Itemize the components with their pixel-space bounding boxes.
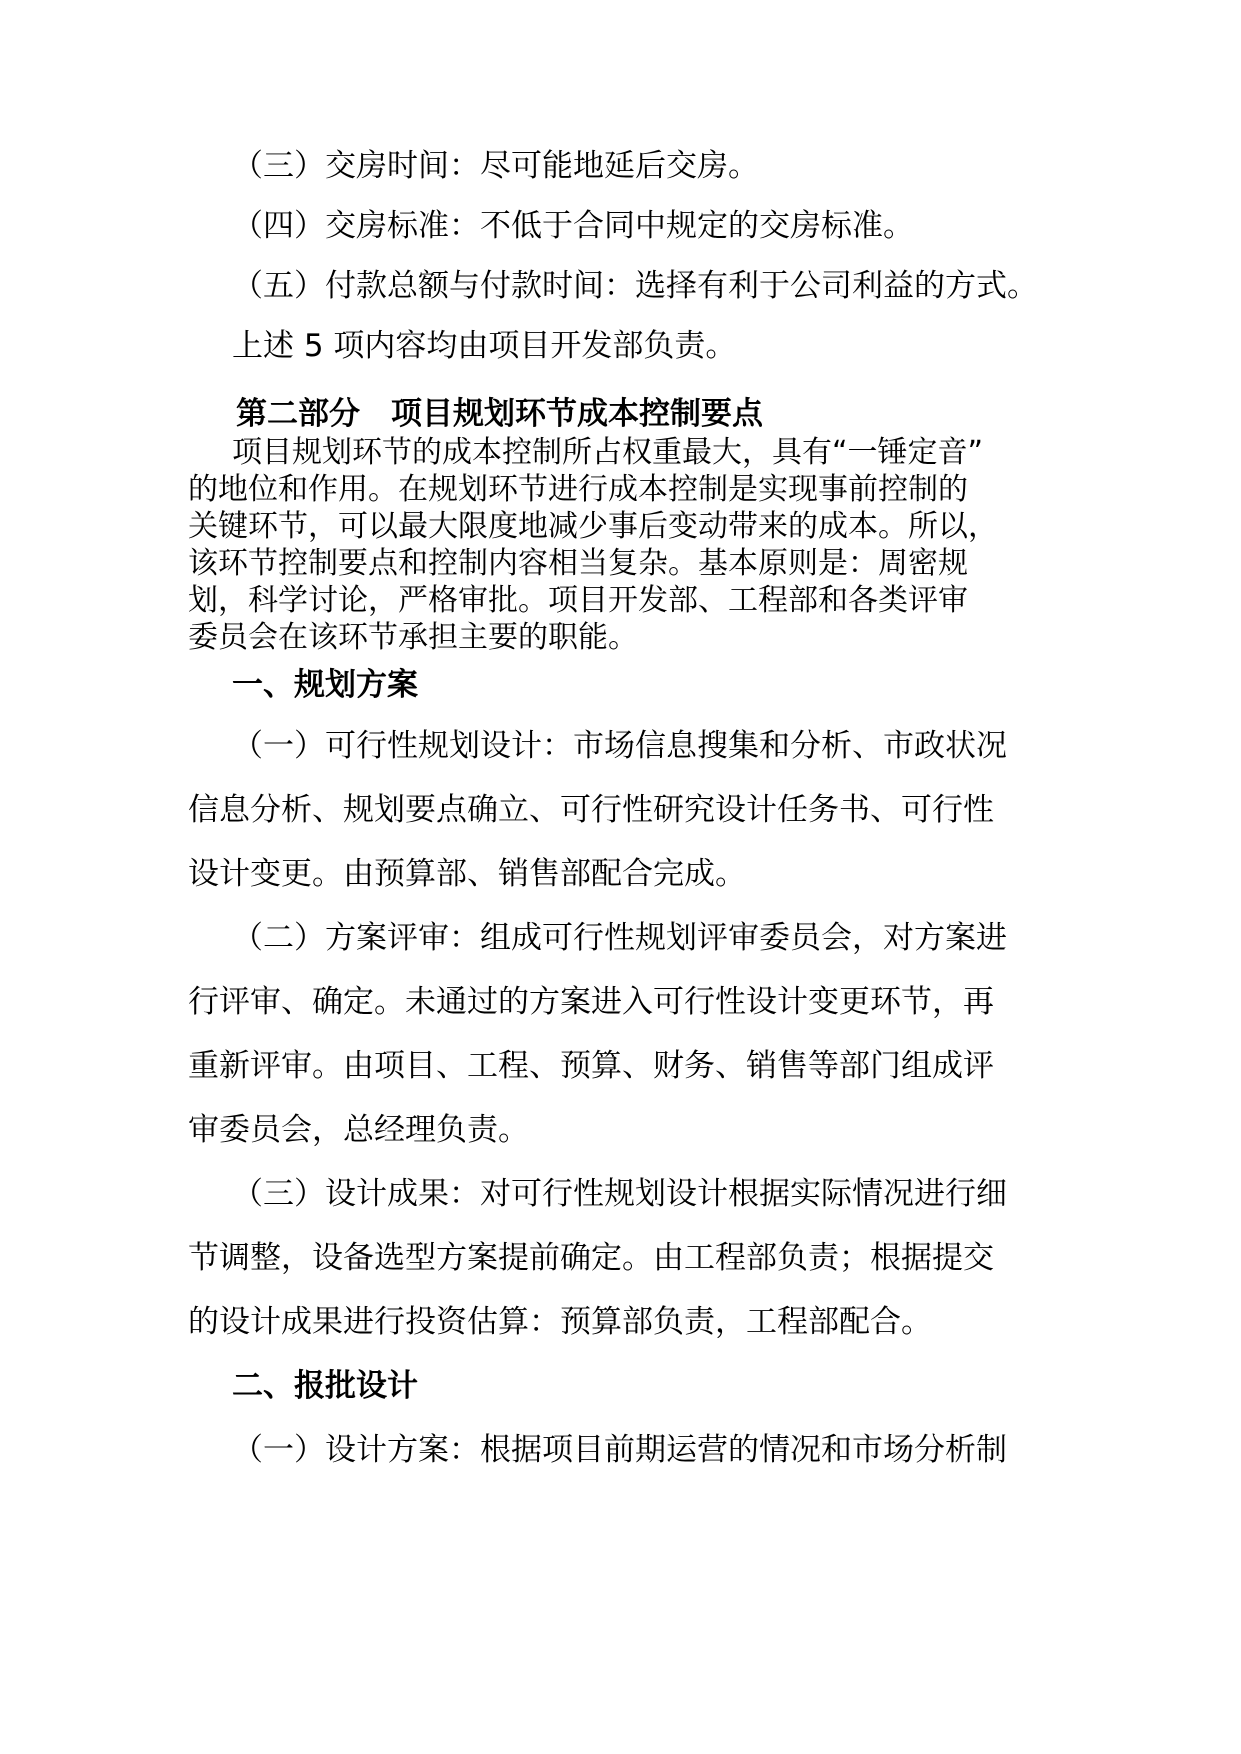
subsection-heading: 二、报批设计 — [232, 1368, 418, 1404]
text-line: 信息分析、规划要点确立、可行性研究设计任务书、可行性 — [188, 792, 994, 828]
text-line: 重新评审。由项目、工程、预算、财务、销售等部门组成评 — [188, 1048, 994, 1084]
text-line: 节调整，设备选型方案提前确定。由工程部负责；根据提交 — [188, 1240, 994, 1276]
section-heading: 第二部分 项目规划环节成本控制要点 — [236, 396, 763, 432]
text-line: （五）付款总额与付款时间：选择有利于公司利益的方式。 — [232, 268, 1038, 304]
text-line: 行评审、确定。未通过的方案进入可行性设计变更环节，再 — [188, 984, 994, 1020]
text-line: 审委员会，总经理负责。 — [188, 1112, 529, 1148]
text-line: 设计变更。由预算部、销售部配合完成。 — [188, 856, 746, 892]
text-line: （一）可行性规划设计：市场信息搜集和分析、市政状况 — [232, 728, 1007, 764]
text-line: （四）交房标准：不低于合同中规定的交房标准。 — [232, 208, 914, 244]
text-line: 的设计成果进行投资估算：预算部负责，工程部配合。 — [188, 1304, 932, 1340]
text-line: 委员会在该环节承担主要的职能。 — [188, 620, 638, 655]
text-line: 关键环节，可以最大限度地减少事后变动带来的成本。所以， — [188, 509, 998, 544]
text-line: 划，科学讨论，严格审批。项目开发部、工程部和各类评审 — [188, 583, 968, 618]
text-line: （一）设计方案：根据项目前期运营的情况和市场分析制 — [232, 1432, 1007, 1468]
text-line: （三）交房时间：尽可能地延后交房。 — [232, 148, 759, 184]
text-line: 该环节控制要点和控制内容相当复杂。基本原则是：周密规 — [188, 546, 968, 581]
text-line: （二）方案评审：组成可行性规划评审委员会，对方案进 — [232, 920, 1007, 956]
subsection-heading: 一、规划方案 — [232, 667, 418, 703]
text-line: 的地位和作用。在规划环节进行成本控制是实现事前控制的 — [188, 472, 968, 507]
text-line: （三）设计成果：对可行性规划设计根据实际情况进行细 — [232, 1176, 1007, 1212]
text-line: 上述 5 项内容均由项目开发部负责。 — [232, 328, 737, 364]
text-line: 项目规划环节的成本控制所占权重最大，具有“一锤定音” — [232, 435, 984, 470]
